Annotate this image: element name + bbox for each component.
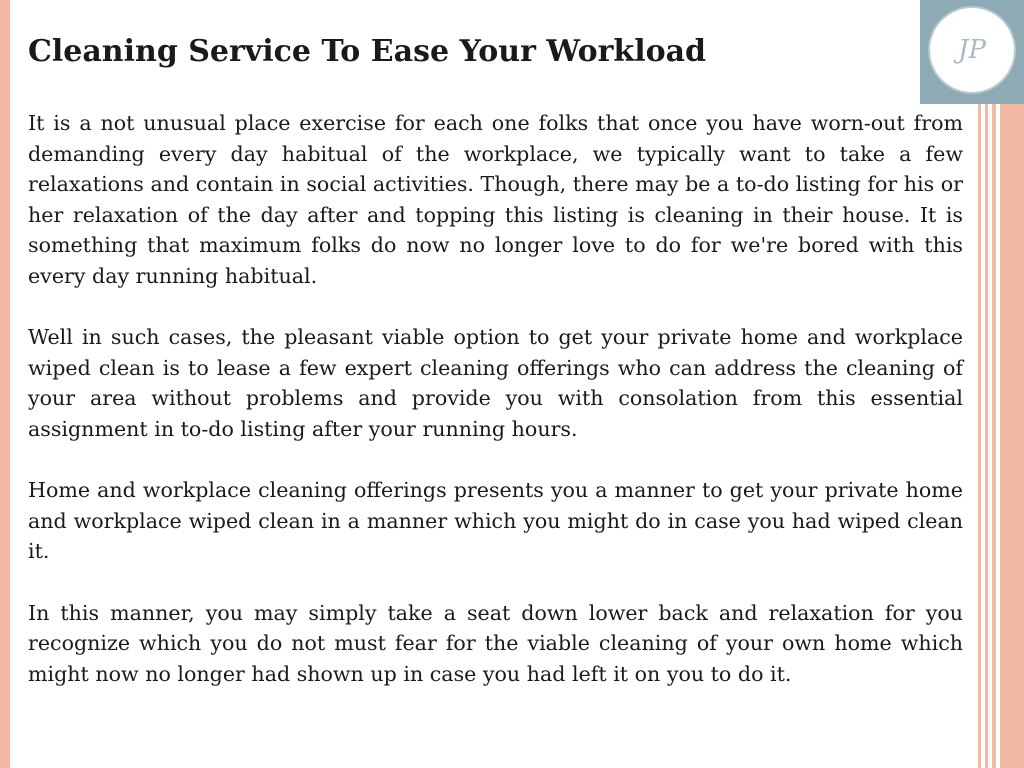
left-accent-bar <box>0 0 10 768</box>
paragraph: Home and workplace cleaning offerings presents you a manner to get your private home and workplace wiped clean in a manner which you might do in case you had wiped clean it. <box>28 478 963 564</box>
accent-stripe <box>985 104 988 768</box>
body-text <box>28 108 963 720</box>
paragraph: In this manner, you may simply take a seat down lower back and relaxation for you recognize which you do not must fear for the viable cleaning of your own home which might now no longer had shown up in case you had left it on you to do it. <box>28 600 963 686</box>
accent-stripe <box>992 104 996 768</box>
accent-stripe <box>1000 104 1024 768</box>
right-accent-stripes <box>978 104 1024 768</box>
logo-circle <box>928 6 1016 94</box>
logo-box <box>920 0 1024 104</box>
paragraph: Well in such cases, the pleasant viable option to get your private home and workplace wiped clean is to lease a few expert cleaning offerings who can address the cleaning of your area without problems and provide you with consolation from this essential assignment in to-do listing after your running hours. <box>28 325 963 441</box>
accent-stripe <box>978 104 981 768</box>
logo-text: JP <box>958 35 986 65</box>
paragraph: It is a not unusual place exercise for each one folks that once you have worn-out from demanding every day habitual of the workplace, we typically want to take a few relaxations and contain in social activities. Though, there may be a to-do listing for his or her relaxation of the day after and topping this listing is cleaning in their house. It is something that maximum folks do now no longer love to do for we're bored with this every day running habitual. <box>28 111 963 288</box>
page-title: Cleaning Service To Ease Your Workload <box>28 34 707 69</box>
